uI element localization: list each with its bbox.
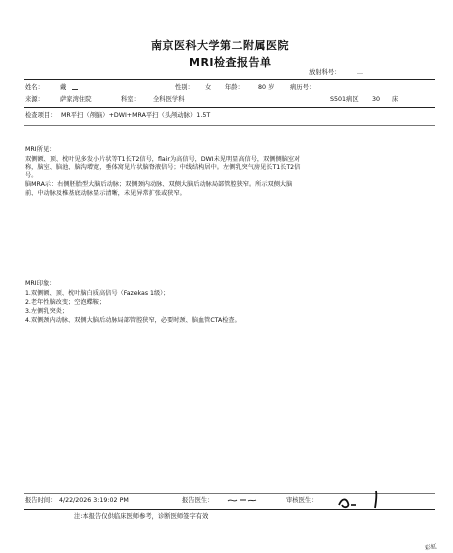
bed-label: 床: [392, 96, 399, 103]
disclaimer-note: 注:本报告仅供临床医师参考，诊断医师签字有效: [74, 513, 209, 520]
report-time-label: 报告时间：: [25, 497, 57, 504]
name-label: 姓名：: [25, 84, 44, 91]
footer-bottom-rule: [24, 509, 435, 510]
ward: S501病区: [330, 96, 359, 103]
department-label: 科室：: [121, 96, 140, 103]
exam-item-label: 检查项目：: [25, 112, 57, 119]
sex-value: 女: [205, 84, 212, 91]
source-value: 萨家湾住院: [60, 96, 92, 103]
findings-line: 称，脑室、脑池、脑沟增宽，垂体窝见片状脑脊液信号；中线结构居中。左侧乳突气房见长T1长T2信: [25, 164, 301, 171]
department-value: 全科医学科: [153, 96, 185, 103]
review-doctor-label: 审核医生：: [286, 497, 318, 504]
exam-item-value: MR平扫（颅脑）+DWI+MRA平扫（头颅动脉）1.5T: [61, 112, 211, 119]
name-redaction-mark: [72, 88, 80, 91]
age-label: 年龄：: [225, 84, 244, 91]
report-doctor-signature: [226, 494, 262, 506]
age-value: 80 岁: [258, 84, 275, 91]
radiology-number-label: 放射科号：: [309, 69, 341, 76]
impression-line: 1.双侧额、顶、枕叶脑白质高信号（Fazekas 1级）；: [25, 290, 170, 297]
bed-number: 30: [372, 96, 381, 103]
exam-rule: [24, 125, 435, 126]
record-number-label: 病历号：: [290, 84, 316, 91]
source-label: 来源：: [25, 96, 44, 103]
report-title: MRI检查报告单: [189, 56, 272, 69]
report-doctor-label: 报告医生：: [182, 497, 214, 504]
findings-line: 双侧额、顶、枕叶见多发小片状等T1长T2信号，flair为高信号，DWI未见明显高信号，双侧侧脑室对: [25, 156, 301, 163]
findings-heading: MRI所见：: [25, 146, 56, 153]
impression-line: 4.双侧颈内动脉、双侧大脑后动脉局部管腔狭窄，必要时颈、脑血管CTA检查。: [25, 317, 241, 324]
name-value: 戴: [60, 84, 67, 91]
radiology-number-value: ...: [357, 69, 364, 76]
impression-line: 2.老年性脑改变；空泡蝶鞍；: [25, 299, 106, 306]
sex-label: 性别：: [175, 84, 194, 91]
findings-line: 脑MRA示：右侧胚胎型大脑后动脉；双侧颈内动脉、双侧大脑后动脉局部管腔狭窄。所示双侧大脑: [25, 181, 293, 188]
impression-heading: MRI印象：: [25, 280, 56, 287]
findings-line: 前、中动脉及椎基底动脉显示清晰，未见异常扩张或狭窄。: [25, 190, 186, 197]
header-rule: [24, 79, 435, 80]
impression-line: 3.左侧乳突炎；: [25, 308, 69, 315]
findings-line: 号。: [25, 172, 38, 179]
report-time-value: 4/22/2026 3:19:02 PM: [59, 497, 129, 504]
patient-info-rule: [24, 107, 435, 108]
hospital-name: 南京医科大学第二附属医院: [151, 39, 289, 52]
corner-stamp: 彩虹: [424, 543, 438, 552]
